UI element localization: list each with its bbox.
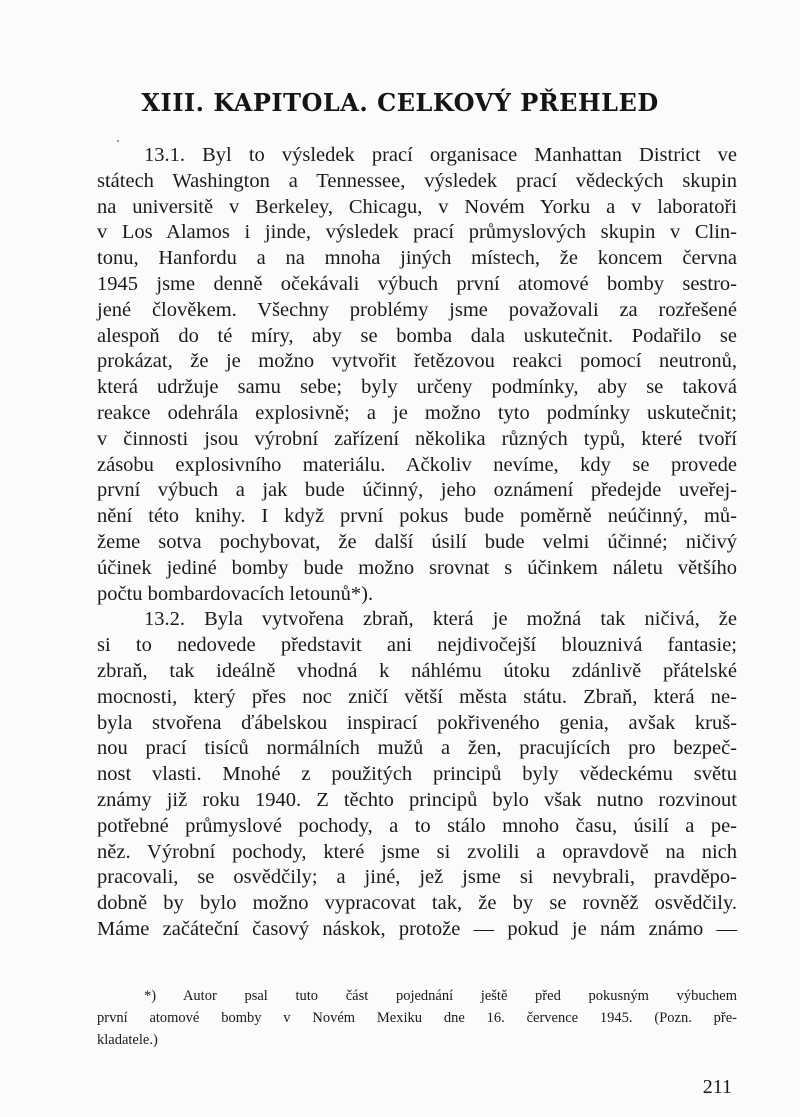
text-line: tonu, Hanfordu a na mnoha jiných místech, že koncem června (97, 247, 737, 270)
paragraph-13-1 (97, 143, 737, 607)
text-line: byla stvořena ďábelskou inspirací pokřiveného genia, avšak kruš- (97, 711, 737, 734)
text-line: mocnosti, který přes noc zničí větší města státu. Zbraň, která ne- (97, 685, 737, 708)
text-line: která udržuje samu sebe; byly určeny podmínky, aby se taková (97, 376, 737, 399)
page-number: 211 (702, 1076, 732, 1098)
text-line: v Los Alamos i jinde, výsledek prací průmyslových skupin v Clin- (97, 221, 737, 244)
text-line: počtu bombardovacích letounů*). (97, 582, 374, 605)
chapter-title: XIII. KAPITOLA. CELKOVÝ PŘEHLED (141, 88, 659, 117)
text-line: potřebné průmyslové pochody, a to stálo mnoho času, úsilí a pe- (97, 814, 737, 837)
text-line: 13.2. Byla vytvořena zbraň, která je možná tak ničivá, že (144, 608, 737, 631)
print-speck (117, 140, 119, 142)
text-line: na universitě v Berkeley, Chicagu, v Novém Yorku a v laboratoři (97, 195, 737, 218)
text-line: prokázat, že je možno vytvořit řetězovou reakci pomocí neutronů, (97, 350, 737, 373)
text-line: v činnosti jsou výrobní zařízení několika různých typů, které tvoří (97, 427, 737, 450)
text-line: reakce odehrála explosivně; a je možno tyto podmínky uskutečnit; (97, 401, 737, 424)
text-line: zbraň, tak ideálně vhodná k náhlému útoku zdánlivě přátelské (97, 659, 737, 682)
text-line: známy již roku 1940. Z těchto principů bylo však nutno rozvinout (97, 788, 737, 811)
text-line: první výbuch a jak bude účinný, jeho oznámení předejde uveřej- (97, 479, 737, 502)
text-line: jené člověkem. Všechny problémy jsme považovali za rozřešené (97, 298, 737, 321)
paragraph-13-2 (97, 607, 737, 942)
text-line: státech Washington a Tennessee, výsledek prací vědeckých skupin (97, 169, 737, 192)
footnote-line: kladatele.) (97, 1032, 158, 1048)
text-line: zásobu explosivního materiálu. Ačkoliv nevíme, kdy se provede (97, 453, 737, 476)
footnote (97, 985, 737, 1051)
text-line: účinek jediné bomby bude možno srovnat s účinkem náletu většího (97, 556, 737, 579)
text-line: nění této knihy. I když první pokus bude poměrně neúčinný, mů- (97, 505, 737, 528)
text-line: něz. Výrobní pochody, které jsme si zvolili a opravdově na nich (97, 840, 737, 863)
footnote-line: první atomové bomby v Novém Mexiku dne 16. července 1945. (Pozn. pře- (97, 1010, 737, 1026)
body-text (97, 143, 737, 943)
text-line: nou prací tisíců normálních mužů a žen, pracujících pro bezpeč- (97, 737, 737, 760)
text-line: dobně by bylo možno vypracovat tak, že by se rovněž osvědčily. (97, 892, 737, 915)
text-line: pracovali, se osvědčily; a jiné, jež jsme si nevybrali, pravděpo- (97, 866, 737, 889)
text-line: žeme sotva pochybovat, že další úsilí bude velmi účinné; ničivý (97, 530, 737, 553)
text-line: alespoň do té míry, aby se bomba dala uskutečnit. Podařilo se (97, 324, 737, 347)
footnote-line: *) Autor psal tuto část pojednání ještě před pokusným výbuchem (144, 988, 737, 1004)
text-line: 13.1. Byl to výsledek prací organisace Manhattan District ve (144, 144, 737, 166)
text-line: 1945 jsme denně očekávali výbuch první atomové bomby sestro- (97, 272, 737, 295)
text-line: si to nedovede představit ani nejdivočejší blouznivá fantasie; (97, 634, 737, 657)
text-line: Máme začáteční časový náskok, protože — pokud je nám známo — (97, 917, 737, 940)
text-line: nost vlasti. Mnohé z použitých principů byly vědeckému světu (97, 763, 737, 786)
